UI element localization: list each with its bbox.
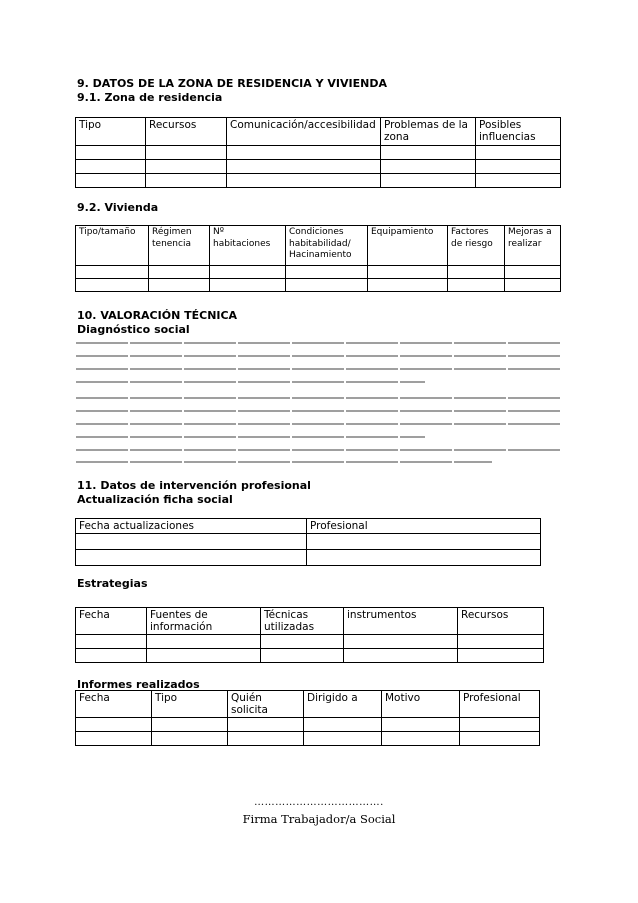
informes-header-solicita: Quién solicita bbox=[228, 691, 304, 718]
table-row bbox=[76, 534, 541, 550]
section-9-1-title: 9.1. Zona de residencia bbox=[77, 91, 223, 104]
zona-header-comunicacion: Comunicación/accesibilidad bbox=[227, 118, 381, 146]
vivienda-header-mejoras: Mejoras a realizar bbox=[505, 226, 561, 266]
vivienda-header-equipamiento: Equipamiento bbox=[368, 226, 448, 266]
estrategias-header-recursos: Recursos bbox=[458, 608, 544, 635]
signature-line: ………………………………. bbox=[254, 797, 384, 808]
zona-header-recursos: Recursos bbox=[146, 118, 227, 146]
informes-header-fecha: Fecha bbox=[76, 691, 152, 718]
actualizacion-ficha-title: Actualización ficha social bbox=[77, 493, 233, 506]
informes-header-motivo: Motivo bbox=[382, 691, 460, 718]
estrategias-header-instrumentos: instrumentos bbox=[344, 608, 458, 635]
section-11-title: 11. Datos de intervención profesional bbox=[77, 479, 311, 492]
table-row bbox=[76, 635, 544, 649]
section-9-title: 9. DATOS DE LA ZONA DE RESIDENCIA Y VIVIENDA bbox=[77, 77, 387, 90]
section-10-title: 10. VALORACIÓN TÉCNICA bbox=[77, 309, 238, 322]
table-row bbox=[76, 649, 544, 663]
vivienda-header-tipo: Tipo/tamaño bbox=[76, 226, 149, 266]
signature-label: Firma Trabajador/a Social bbox=[242, 812, 396, 826]
informes-header-profesional: Profesional bbox=[460, 691, 540, 718]
section-9-2-title: 9.2. Vivienda bbox=[77, 201, 159, 214]
diagnostico-social-title: Diagnóstico social bbox=[77, 323, 190, 336]
ficha-header-fecha: Fecha actualizaciones bbox=[76, 519, 307, 534]
informes-header-tipo: Tipo bbox=[152, 691, 228, 718]
informes-table bbox=[75, 690, 540, 746]
estrategias-header-tecnicas: Técnicas utilizadas bbox=[261, 608, 344, 635]
ficha-social-table bbox=[75, 518, 541, 566]
table-row bbox=[76, 718, 540, 732]
vivienda-header-regimen: Régimen tenencia bbox=[149, 226, 210, 266]
estrategias-header-fecha: Fecha bbox=[76, 608, 147, 635]
vivienda-header-factores: Factores de riesgo bbox=[448, 226, 505, 266]
zona-header-influencias: Posibles influencias bbox=[476, 118, 561, 146]
estrategias-title: Estrategias bbox=[77, 577, 148, 590]
estrategias-header-fuentes: Fuentes de información bbox=[147, 608, 261, 635]
table-row bbox=[76, 732, 540, 746]
vivienda-header-habitaciones: Nº habitaciones bbox=[210, 226, 286, 266]
informes-title: Informes realizados bbox=[77, 678, 200, 691]
zona-header-problemas: Problemas de la zona bbox=[381, 118, 476, 146]
vivienda-header-condiciones: Condiciones habitabilidad/ Hacinamiento bbox=[286, 226, 368, 266]
ficha-header-profesional: Profesional bbox=[307, 519, 541, 534]
zona-header-tipo: Tipo bbox=[76, 118, 146, 146]
table-row bbox=[76, 550, 541, 566]
informes-header-dirigido: Dirigido a bbox=[304, 691, 382, 718]
estrategias-table bbox=[75, 607, 544, 663]
